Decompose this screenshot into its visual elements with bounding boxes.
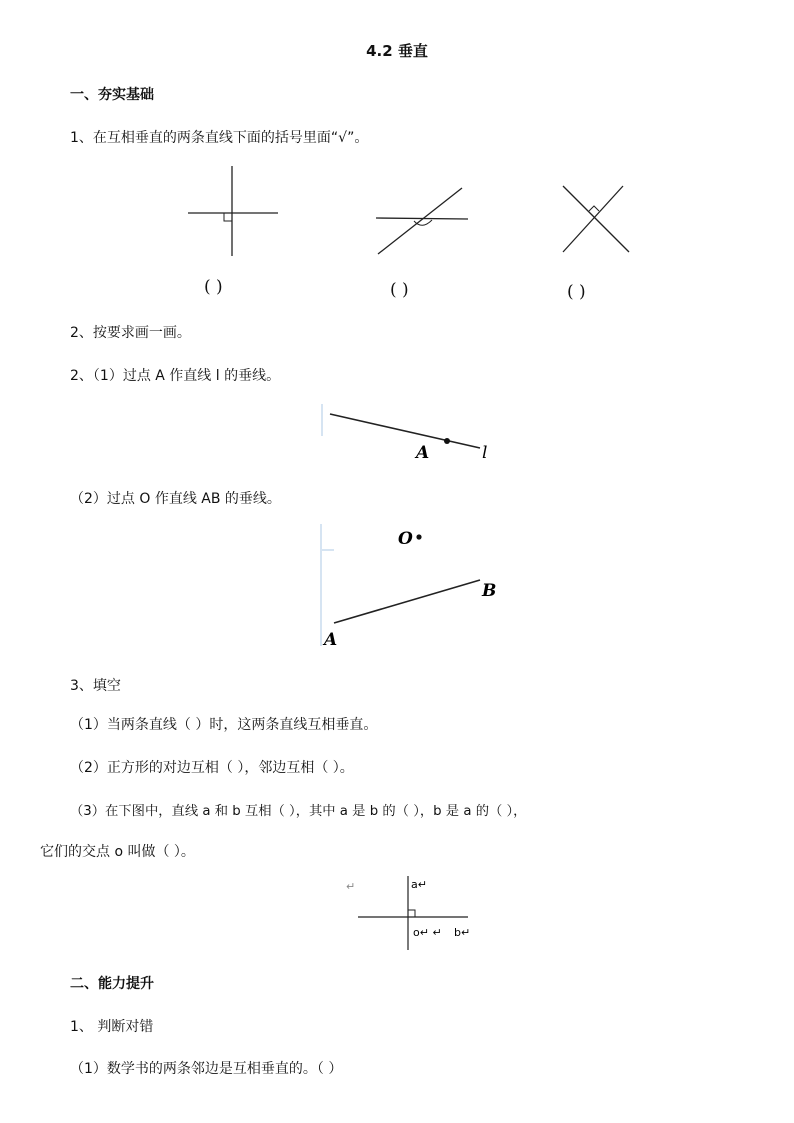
question-2-1-text: 2、（1）过点 A 作直线 l 的垂线。 (70, 368, 281, 384)
line-down-right (563, 186, 629, 252)
figure-x-lines (555, 180, 645, 260)
figure-lines-a-b (340, 872, 480, 954)
figure-oblique-lines (370, 180, 480, 260)
figure-segment-ab-point-o (318, 520, 508, 650)
figure-perpendicular-lines (180, 160, 290, 260)
angle-arc (414, 220, 432, 225)
question-3-3-text: （3）在下图中，直线 a 和 b 互相（ ），其中 a 是 b 的（ ），b 是 a 的（ ）， (70, 804, 527, 819)
label-end-a: A (324, 630, 338, 650)
section-heading-improvement: 二、能力提升 (70, 976, 154, 992)
right-angle-mark (224, 213, 232, 221)
answer-paren-1[interactable]: ( ) (204, 277, 223, 297)
paragraph-mark: ↵ (346, 880, 356, 893)
right-angle-mark (589, 206, 599, 211)
section-heading-basics: 一、夯实基础 (70, 87, 154, 103)
label-o: o↵ ↵ (413, 926, 442, 939)
answer-paren-3[interactable]: ( ) (567, 282, 586, 302)
label-point-o: O (398, 529, 413, 549)
oblique-line (378, 188, 462, 254)
line-l (330, 414, 480, 448)
question-1-text: 1、在互相垂直的两条直线下面的括号里面“√”。 (70, 130, 369, 146)
question-2-text: 2、按要求画一画。 (70, 325, 191, 341)
figure-line-l-point-a (320, 400, 510, 470)
segment-ab (334, 580, 480, 623)
label-b: b↵ (454, 926, 471, 939)
question-3-1-text: （1）当两条直线（ ）时，这两条直线互相垂直。 (70, 717, 378, 733)
question-3-heading: 3、填空 (70, 678, 121, 694)
label-point-a: A (416, 443, 430, 463)
label-a: a↵ (411, 878, 427, 891)
question-3-2-text: （2）正方形的对边互相（ ），邻边互相（ ）。 (70, 760, 354, 776)
question-3-3-continued: 它们的交点 o 叫做（ ）。 (40, 844, 195, 860)
point-o-dot (416, 534, 421, 539)
question-2-2-text: （2）过点 O 作直线 AB 的垂线。 (70, 491, 281, 507)
answer-paren-2[interactable]: ( ) (390, 280, 409, 300)
page-title: 4.2 垂直 (366, 42, 428, 60)
right-angle-mark (408, 910, 415, 917)
label-line-l: l (482, 443, 488, 463)
judge-item-1: （1）数学书的两条邻边是互相垂直的。（ ） (70, 1061, 343, 1077)
point-a-dot (444, 438, 450, 444)
judge-heading: 1、 判断对错 (70, 1019, 154, 1035)
label-end-b: B (482, 581, 497, 601)
